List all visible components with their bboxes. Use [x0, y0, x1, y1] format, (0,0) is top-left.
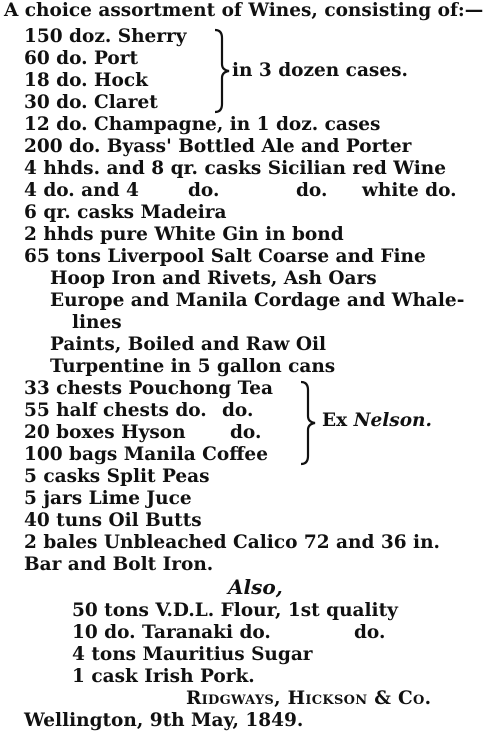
also-item: 10 do. Taranaki do. [72, 622, 271, 643]
list-item: Hoop Iron and Rivets, Ash Oars [50, 268, 377, 289]
list-item-continuation: lines [72, 312, 122, 333]
brace-tea [298, 380, 318, 466]
ditto-mark: do. [296, 180, 328, 201]
ditto-mark: do. [188, 180, 220, 201]
ditto-mark: do. [354, 622, 386, 643]
ship-name: Nelson. [353, 410, 432, 431]
list-item: 2 bales Unbleached Calico 72 and 36 in. [24, 532, 440, 553]
tea-item: 55 half chests do. [24, 400, 207, 421]
list-item: 4 do. and 4 [24, 180, 139, 201]
list-item: 5 jars Lime Juce [24, 488, 192, 509]
wine-item: 60 do. Port [24, 48, 139, 69]
list-item: Paints, Boiled and Raw Oil [50, 334, 327, 355]
list-item: 200 do. Byass' Bottled Ale and Porter [24, 136, 412, 157]
tea-group-note [322, 410, 432, 432]
intro-line: A choice assortment of Wines, consisting of:— [4, 0, 484, 21]
also-item: 1 cask Irish Pork. [72, 666, 255, 687]
signature: Ridgways, Hickson & Co. [186, 688, 432, 709]
tea-item: 100 bags Manila Coffee [24, 444, 268, 465]
wine-item: 18 do. Hock [24, 70, 148, 91]
list-item: 40 tuns Oil Butts [24, 510, 202, 531]
also-heading: Also, [228, 575, 283, 599]
ditto-mark: white do. [362, 180, 457, 201]
also-item: 50 tons V.D.L. Flour, 1st quality [72, 600, 398, 621]
wine-item: 30 do. Claret [24, 92, 158, 113]
ditto-mark: do. [230, 422, 262, 443]
also-item: 4 tons Mauritius Sugar [72, 644, 313, 665]
list-item: 4 hhds. and 8 qr. casks Sicilian red Wine [24, 158, 446, 179]
list-item: 12 do. Champagne, in 1 doz. cases [24, 114, 381, 135]
dateline: Wellington, 9th May, 1849. [24, 710, 304, 731]
wine-item: 150 doz. Sherry [24, 26, 187, 47]
brace-wines [212, 28, 232, 114]
list-item: Europe and Manila Cordage and Whale- [50, 290, 465, 311]
list-item: 5 casks Split Peas [24, 466, 210, 487]
tea-item: 33 chests Pouchong Tea [24, 378, 273, 399]
tea-item: 20 boxes Hyson [24, 422, 186, 443]
list-item: 2 hhds pure White Gin in bond [24, 224, 344, 245]
list-item: 65 tons Liverpool Salt Coarse and Fine [24, 246, 426, 267]
ex-prefix: Ex [322, 410, 348, 431]
wine-group-note: in 3 dozen cases. [232, 60, 408, 81]
list-item: Turpentine in 5 gallon cans [50, 356, 336, 377]
list-item: 6 qr. casks Madeira [24, 202, 227, 223]
list-item: Bar and Bolt Iron. [24, 554, 214, 575]
ditto-mark: do. [222, 400, 254, 421]
